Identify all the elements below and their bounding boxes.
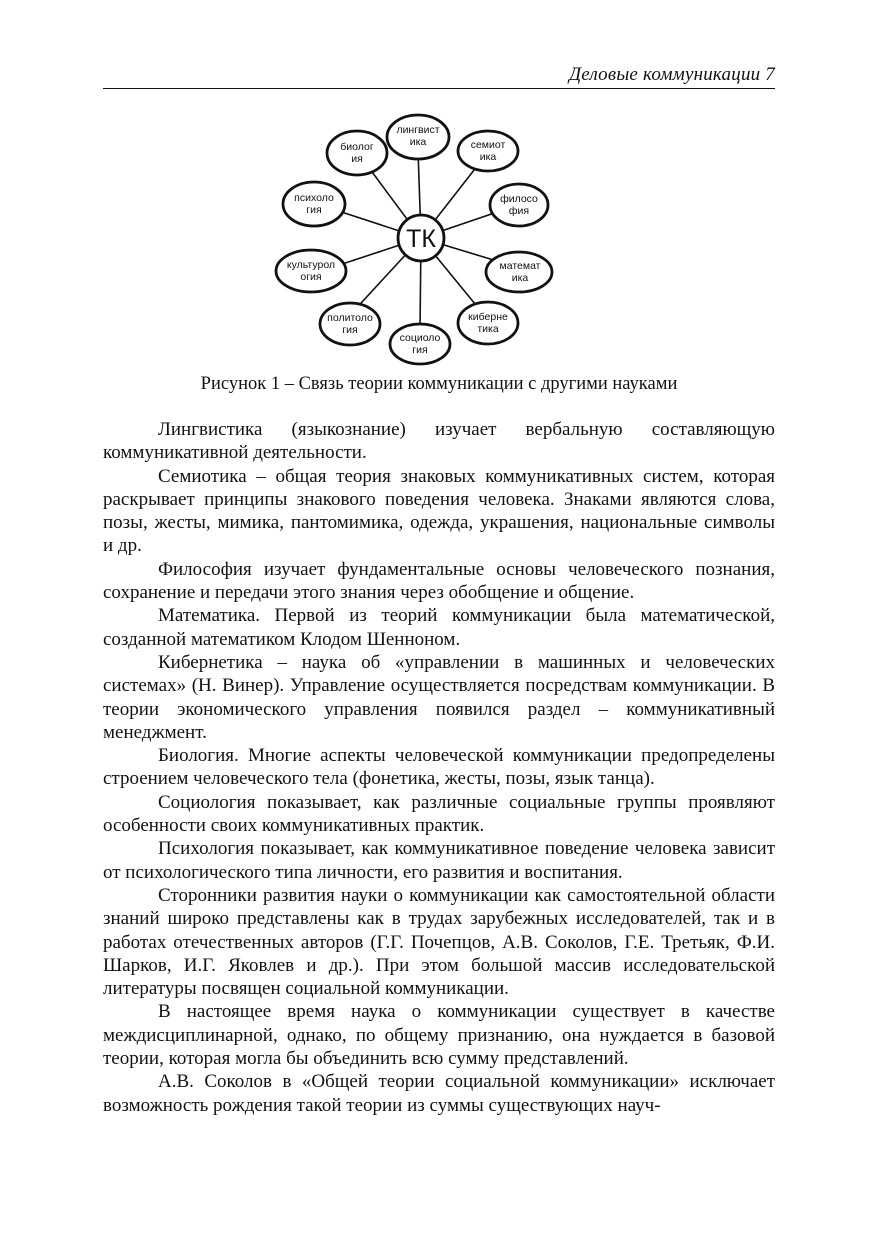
diagram-svg	[270, 110, 570, 372]
node-kult-label-1: культурол	[286, 259, 336, 271]
page-header	[103, 62, 775, 89]
paragraph-linguistics: Лингвистика (языкознание) изучает вербальную составляющую коммуникативной деятельности.	[103, 419, 775, 464]
node-psih-label-1: психоло	[294, 192, 334, 204]
node-poli-label-2: гия	[342, 324, 358, 336]
paragraph-sociology: Социология показывает, как различные социальные группы проявляют особенности своих коммуникативных практик.	[103, 791, 775, 837]
node-soci-label-1: социоло	[399, 332, 441, 344]
node-psih-label-2: гия	[306, 204, 322, 216]
paragraph-interdisciplinary: В настоящее время наука о коммуникации существует в качестве междисциплинарной, однако, по общему признанию, она нуждается в базовой теории, которая могла бы объединить всю сумму представлений.	[103, 1001, 775, 1070]
node-kult-label-2: огия	[300, 271, 322, 283]
node-semi-label-2: ика	[479, 151, 497, 163]
paragraph-supporters: Сторонники развития науки о коммуникации как самостоятельной области знаний широко представлены как в трудах зарубежных исследователей, так и в работах отечественных авторов (Г.Г. Почепцов, А.В. Соколов, Г.Е. Третьяк, Ф.И. Шарков, И.Г. Яковлев и др.). При этом большой массив исследовательской литературы посвящен социальной коммуникации.	[103, 884, 775, 1000]
figure-caption: Рисунок 1 – Связь теории коммуникации с другими науками	[200, 374, 678, 394]
running-title: Деловые коммуникации 7	[569, 64, 775, 85]
node-filo-label-1: филосо	[500, 193, 538, 205]
paragraph-semiotics: Семиотика – общая теория знаковых коммуникативных систем, которая раскрывает принципы знакового поведения человека. Знаками являются слова, позы, жесты, мимика, пантомимика, одежда, украшения, национальные символы и др.	[103, 465, 775, 557]
paragraph-psychology: Психология показывает, как коммуникативное поведение человека зависит от психологического типа личности, его развития и воспитания.	[103, 838, 775, 883]
node-filo-label-2: фия	[508, 205, 530, 217]
node-kibe-label-2: тика	[477, 323, 499, 335]
disciplines-diagram	[270, 110, 570, 377]
paragraph-philosophy: Философия изучает фундаментальные основы человеческого познания, сохранение и передачи этого знания через обобщение и общение.	[103, 558, 775, 604]
node-biol-label-2: ия	[351, 153, 363, 165]
node-mate-label-1: математ	[499, 260, 541, 272]
center-label: ТК	[406, 225, 436, 253]
node-semi-label-1: семиот	[470, 139, 506, 151]
body-text	[103, 418, 775, 1117]
paragraph-cybernetics: Кибернетика – наука об «управлении в машинных и человеческих системах» (Н. Винер). Управление осуществляется посредствам коммуникации. В теории экономического управления появился раздел – коммуникативный менеджмент.	[103, 651, 775, 743]
node-mate-label-2: ика	[511, 272, 529, 284]
paragraph-mathematics: Математика. Первой из теорий коммуникации была математической, созданной математиком Клодом Шенноном.	[103, 605, 775, 650]
node-poli-label-1: политоло	[327, 312, 373, 324]
node-kibe-label-1: киберне	[468, 311, 508, 323]
node-biol-label-1: биолог	[340, 141, 374, 153]
node-soci-label-2: гия	[412, 344, 428, 356]
paragraph-biology: Биология. Многие аспекты человеческой коммуникации предопределены строением человеческого тела (фонетика, жесты, позы, язык танца).	[103, 745, 775, 790]
paragraph-sokolov: А.В. Соколов в «Общей теории социальной коммуникации» исключает возможность рождения такой теории из суммы существующих науч-	[103, 1071, 775, 1116]
node-ling-label-1: лингвист	[396, 124, 440, 136]
node-ling-label-2: ика	[409, 136, 427, 148]
